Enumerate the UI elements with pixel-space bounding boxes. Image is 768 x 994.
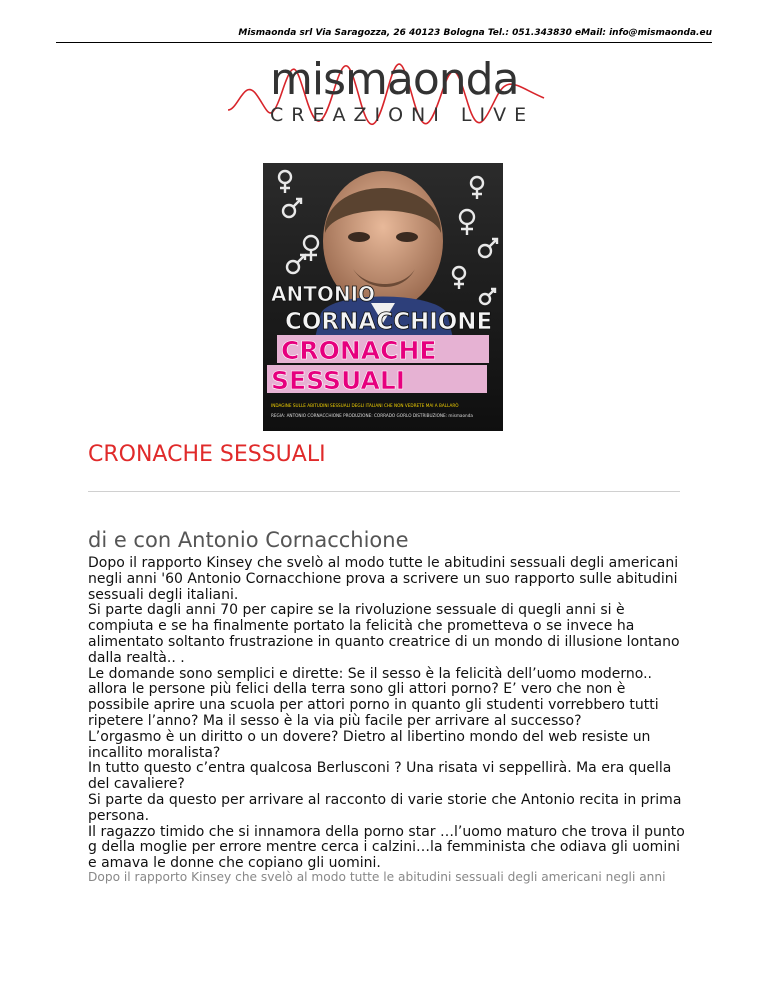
article-body	[88, 556, 688, 872]
paragraph: L’orgasmo è un diritto o un dovere? Dietro al libertino mondo del web resiste un incallito moralista?	[88, 728, 651, 761]
title-divider	[88, 491, 680, 492]
show-poster	[263, 163, 503, 431]
paragraph: In tutto questo c’entra qualcosa Berlusconi ? Una risata vi seppellirà. Ma era quella del cavaliere?	[88, 760, 672, 793]
poster-title-line1: CRONACHE	[281, 336, 437, 365]
logo-wordmark: mismaonda	[270, 54, 519, 105]
poster-title-line2: SESSUALI	[271, 366, 406, 395]
article-summary: Dopo il rapporto Kinsey che svelò al modo tutte le abitudini sessuali degli americani negli anni	[88, 870, 666, 884]
poster-credits-line2: REGIA: ANTONIO CORNACCHIONE PRODUZIONE: CORRADO GORLO DISTRIBUZIONE: mismaonda	[271, 413, 473, 418]
company-info: Mismaonda srl Via Saragozza, 26 40123 Bologna Tel.: 051.343830 eMail: info@mismaonda.eu	[238, 28, 712, 38]
paragraph: Si parte da questo per arrivare al racconto di varie storie che Antonio recita in prima persona.	[88, 791, 682, 824]
poster-image	[263, 163, 503, 431]
paragraph: Le domande sono semplici e dirette: Se il sesso è la felicità dell’uomo moderno.. allora le persone più felici della terra sono gli attori porno? E’ vero che non è possibile aprire una scuola per attori porno in quanto gli studenti vorrebbero tutti ripetere l’anno? Ma il sesso è la via più facile per arrivare al successo?	[88, 665, 659, 729]
poster-name-top: ANTONIO	[271, 282, 376, 306]
paragraph: Il ragazzo timido che si innamora della porno star …l’uomo maturo che trova il punto g della moglie per errore mentre cerca i calzini…la femminista che odiava gli uomini e amava le donne che copiano gli uomini.	[88, 823, 685, 872]
article-subtitle: di e con Antonio Cornacchione	[88, 528, 409, 552]
article-title: CRONACHE SESSUALI	[88, 442, 326, 467]
poster-name-bottom: CORNACCHIONE	[285, 309, 493, 335]
logo-tagline: CREAZIONI LIVE	[270, 104, 535, 126]
page-header	[0, 0, 768, 44]
mismaonda-logo	[226, 54, 548, 134]
header-divider	[56, 42, 712, 43]
poster-credits-line1: INDAGINE SULLE ABITUDINI SESSUALI DEGLI ITALIANI CHE NON VEDRETE MAI A BALLARÒ	[271, 403, 459, 408]
paragraph: Si parte dagli anni 70 per capire se la rivoluzione sessuale di quegli anni si è compiuta e se ha finalmente portato la felicità che prometteva o se invece ha alimentato soltanto frustrazione in quanto creatrice di un mondo di illusione lontano dalla realtà.. .	[88, 602, 680, 666]
paragraph: Dopo il rapporto Kinsey che svelò al modo tutte le abitudini sessuali degli americani negli anni '60 Antonio Cornacchione prova a scrivere un suo rapporto sulle abitudini sessuali degli italiani.	[88, 555, 679, 603]
